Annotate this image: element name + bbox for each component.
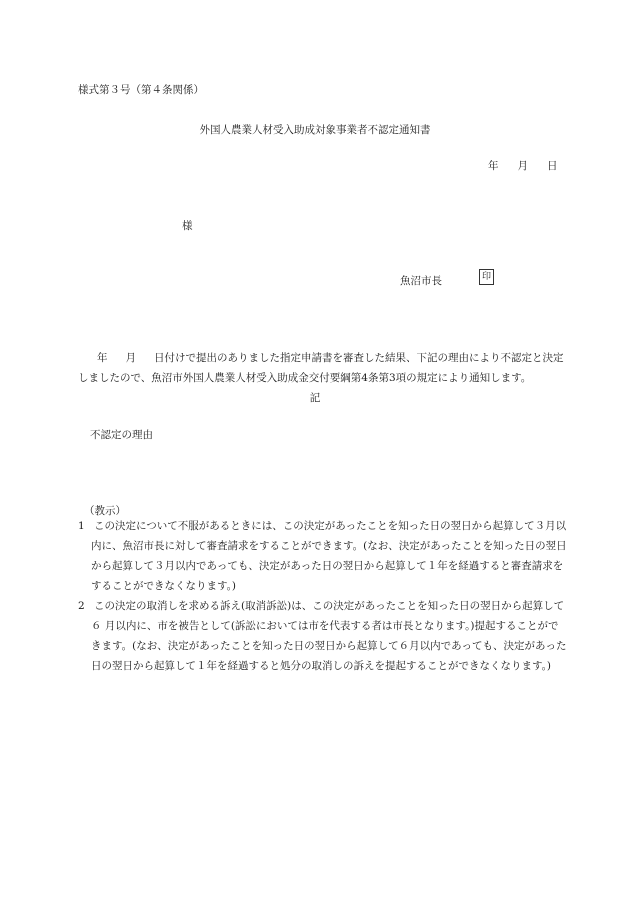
instruction-item-2-line-2: ６ 月以内に、市を被告として(訴訟においては市を代表する者は市長となります。)提起することがで <box>91 620 559 632</box>
body-paragraph-line-1 <box>97 350 564 365</box>
date-day-label: 日 <box>547 160 558 172</box>
instruction-item-1-line-2: 内に、魚沼市長に対して審査請求をすることができます。(なお、決定があったことを知った日の翌日 <box>91 540 567 552</box>
instruction-item-2-line-1: この決定の取消しを求める訴え(取消訴訟)は、この決定があったことを知った日の翌日から起算して <box>94 600 565 612</box>
instruction-item-2-line-4: 日の翌日から起算して１年を経過すると処分の取消しの訴えを提起することができなくなります。) <box>91 660 552 672</box>
date-year-label: 年 <box>488 160 499 172</box>
instruction-item-1-line-4: することができなくなります。) <box>91 580 237 592</box>
document-title: 外国人農業人材受入助成対象事業者不認定通知書 <box>199 124 431 136</box>
reason-heading: 不認定の理由 <box>90 429 153 441</box>
instruction-item-1-line-1: この決定について不服があるときには、この決定があったことを知った日の翌日から起算して３月以 <box>94 520 567 532</box>
date-month-label: 月 <box>517 160 528 172</box>
seal-stamp: 印 <box>479 269 494 285</box>
ki-marker: 記 <box>309 392 321 404</box>
instruction-item-1-number: 1 <box>78 520 85 532</box>
body-paragraph-line-2: しましたので、魚沼市外国人農業人材受入助成金交付要綱第4条第3項の規定により通知します。 <box>78 372 532 384</box>
form-number: 様式第３号（第４条関係） <box>78 84 204 96</box>
instruction-item-2 <box>78 596 564 616</box>
instruction-item-1-line-3: から起算して３月以内であっても、決定があった日の翌日から起算して１年を経過すると審査請求を <box>91 560 564 572</box>
body-text: 日付けで提出のありました指定申請書を審査した結果、下記の理由により不認定と決定 <box>154 352 564 364</box>
instruction-item-2-number: 2 <box>78 600 85 612</box>
issuer-name: 魚沼市長 <box>400 275 442 287</box>
instruction-item-1 <box>78 516 566 536</box>
addressee-honorific: 様 <box>182 220 193 232</box>
body-year-label: 年 <box>97 352 108 364</box>
date-line <box>488 158 558 173</box>
instructions-heading: （教示） <box>84 505 126 517</box>
body-month-label: 月 <box>125 352 136 364</box>
instruction-item-2-line-3: きます。(なお、決定があったことを知った日の翌日から起算して６月以内であっても、決定があった <box>91 640 567 652</box>
